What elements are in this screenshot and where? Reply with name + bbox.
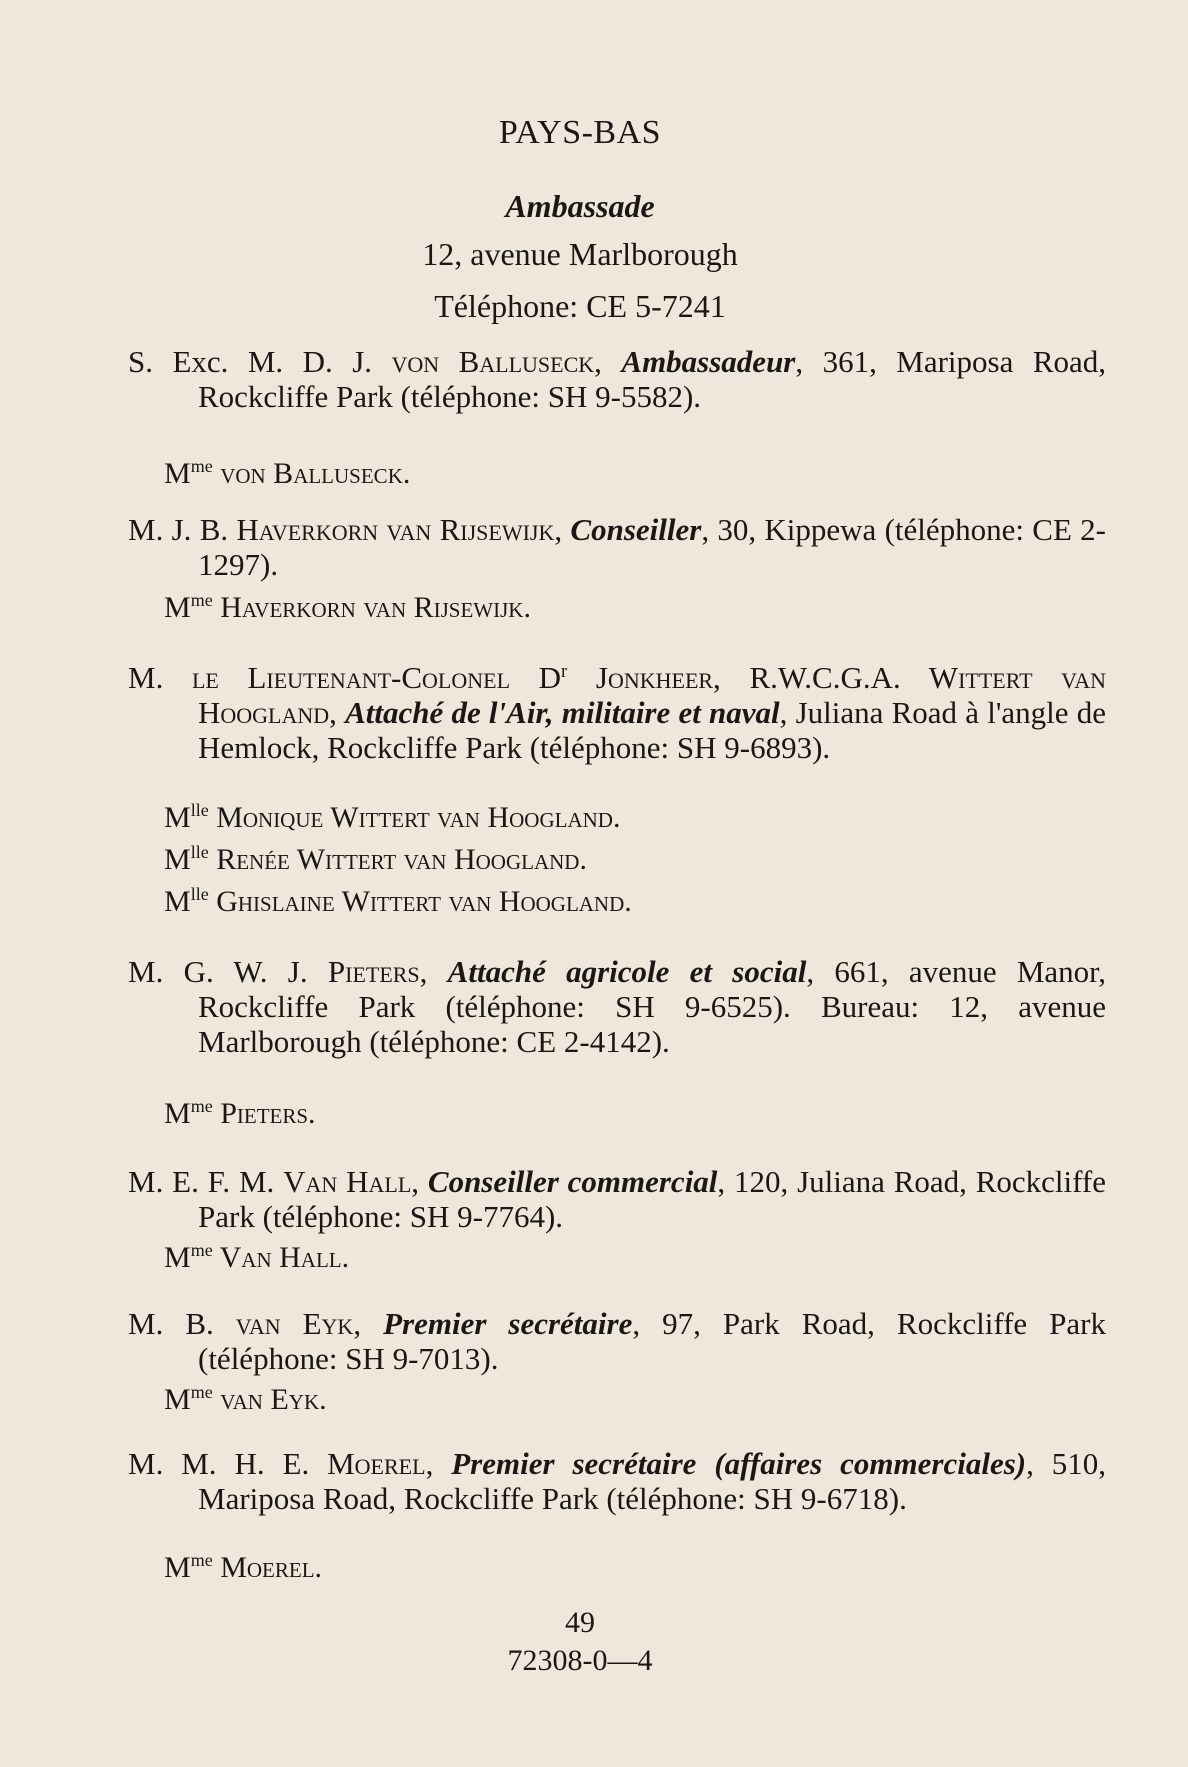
diplomat-entry-agricultural-attache	[128, 954, 1106, 1059]
country-heading: PAYS-BAS	[498, 114, 662, 151]
entry-separator: ,	[419, 954, 448, 989]
spouse-name: von Balluseck.	[212, 457, 411, 490]
embassy-address: 12, avenue Marlborough	[422, 236, 738, 272]
entry-separator: ,	[425, 1446, 452, 1481]
entry-title: Conseiller commercial	[427, 1164, 718, 1199]
diplomat-entry-first-secretary-commercial	[128, 1446, 1106, 1516]
child-name: Renée Wittert van Hoogland.	[208, 843, 587, 876]
spouse-name: Pieters.	[212, 1097, 316, 1130]
entry-details: , 361, Mariposa Road, Rockcliffe Park (téléphone: SH 9-5582).	[198, 344, 1107, 414]
embassy-phone: Téléphone: CE 5-7241	[434, 288, 726, 324]
child-honorific: M	[164, 885, 191, 918]
diplomat-entry-commercial-counsellor	[128, 1164, 1106, 1234]
spouse-honorific: M	[164, 1241, 191, 1274]
diplomat-entry-counsellor	[128, 512, 1106, 582]
spouse-honorific-sup: me	[190, 1382, 213, 1403]
entry-details: , 97, Park Road, Rockcliffe Park (téléphone: SH 9-7013).	[198, 1306, 1106, 1376]
spouse-line	[164, 1240, 349, 1275]
spouse-honorific: M	[164, 591, 191, 624]
entry-separator: ,	[554, 512, 571, 547]
entry-name: von Balluseck	[391, 344, 595, 379]
spouse-line	[164, 456, 410, 491]
entry-name: Jonkheer, R.W.C.G.A. Wittert van Hoogland	[198, 660, 1106, 730]
entry-separator: ,	[411, 1164, 428, 1199]
diplomat-entry-first-secretary	[128, 1306, 1106, 1376]
entry-name: Pieters	[327, 954, 420, 989]
entry-prefix: M.	[128, 660, 192, 695]
spouse-name: Van Hall.	[212, 1241, 350, 1274]
entry-doctor-sup: r	[561, 660, 568, 682]
spouse-line	[164, 590, 531, 625]
child-line	[164, 800, 620, 835]
entry-name: Van Hall	[283, 1164, 412, 1199]
spouse-name: Haverkorn van Rijsewijk.	[212, 591, 531, 624]
spouse-honorific: M	[164, 1551, 191, 1584]
entry-details: , 120, Juliana Road, Rockcliffe Park (téléphone: SH 9-7764).	[198, 1164, 1107, 1234]
spouse-name: van Eyk.	[212, 1383, 327, 1416]
child-honorific-sup: lle	[190, 800, 209, 821]
child-honorific-sup: lle	[190, 884, 209, 905]
child-honorific: M	[164, 801, 191, 834]
entry-separator: ,	[353, 1306, 384, 1341]
entry-name: Haverkorn van Rijsewijk	[236, 512, 555, 547]
entry-prefix: M. J. B.	[128, 512, 237, 547]
entry-separator: ,	[329, 695, 346, 730]
child-honorific-sup: lle	[190, 842, 209, 863]
child-line	[164, 884, 632, 919]
entry-details: , 30, Kippewa (téléphone: CE 2-1297).	[198, 512, 1107, 582]
spouse-line	[164, 1550, 322, 1585]
entry-name: van Eyk	[235, 1306, 354, 1341]
entry-title: Premier secrétaire	[383, 1306, 633, 1341]
entry-details: , 510, Mariposa Road, Rockcliffe Park (téléphone: SH 9-6718).	[198, 1446, 1107, 1516]
child-honorific: M	[164, 843, 191, 876]
entry-title: Premier secrétaire (affaires commerciales)	[451, 1446, 1027, 1481]
spouse-line	[164, 1382, 327, 1417]
entry-prefix: M. M. H. E.	[128, 1446, 328, 1481]
entry-prefix: M. B.	[128, 1306, 236, 1341]
spouse-honorific-sup: me	[190, 1550, 213, 1571]
spouse-honorific: M	[164, 1097, 191, 1130]
diplomat-entry-air-attache	[128, 660, 1106, 765]
spouse-honorific-sup: me	[190, 456, 213, 477]
entry-title: Attaché agricole et social	[447, 954, 807, 989]
entry-details: , 661, avenue Manor, Rockcliffe Park (téléphone: SH 9-6525). Bureau: 12, avenue Marlborough (téléphone: CE 2-4142).	[198, 954, 1106, 1059]
entry-details: , Juliana Road à l'angle de Hemlock, Rockcliffe Park (téléphone: SH 9-6893).	[198, 695, 1107, 765]
entry-prefix: S. Exc. M. D. J.	[128, 344, 392, 379]
spouse-honorific: M	[164, 457, 191, 490]
embassy-heading: Ambassade	[505, 188, 655, 224]
spouse-honorific-sup: me	[190, 590, 213, 611]
entry-title: Attaché de l'Air, militaire et naval	[345, 695, 780, 730]
spouse-honorific-sup: me	[190, 1096, 213, 1117]
entry-name: Moerel	[327, 1446, 426, 1481]
entry-rank: le Lieutenant-Colonel	[191, 660, 511, 695]
page-number: 49	[565, 1606, 595, 1639]
entry-separator: ,	[594, 344, 622, 379]
child-line	[164, 842, 587, 877]
entry-title: Ambassadeur	[621, 344, 796, 379]
entry-doctor: D	[510, 660, 562, 695]
entry-title: Conseiller	[570, 512, 702, 547]
spouse-name: Moerel.	[212, 1551, 323, 1584]
entry-prefix: M. G. W. J.	[128, 954, 328, 989]
diplomat-entry-ambassador	[128, 344, 1106, 414]
spouse-honorific: M	[164, 1383, 191, 1416]
entry-prefix: M. E. F. M.	[128, 1164, 284, 1199]
spouse-line	[164, 1096, 316, 1131]
child-name: Monique Wittert van Hoogland.	[208, 801, 621, 834]
child-name: Ghislaine Wittert van Hoogland.	[208, 885, 632, 918]
spouse-honorific-sup: me	[190, 1240, 213, 1261]
print-code: 72308-0—4	[507, 1644, 653, 1677]
